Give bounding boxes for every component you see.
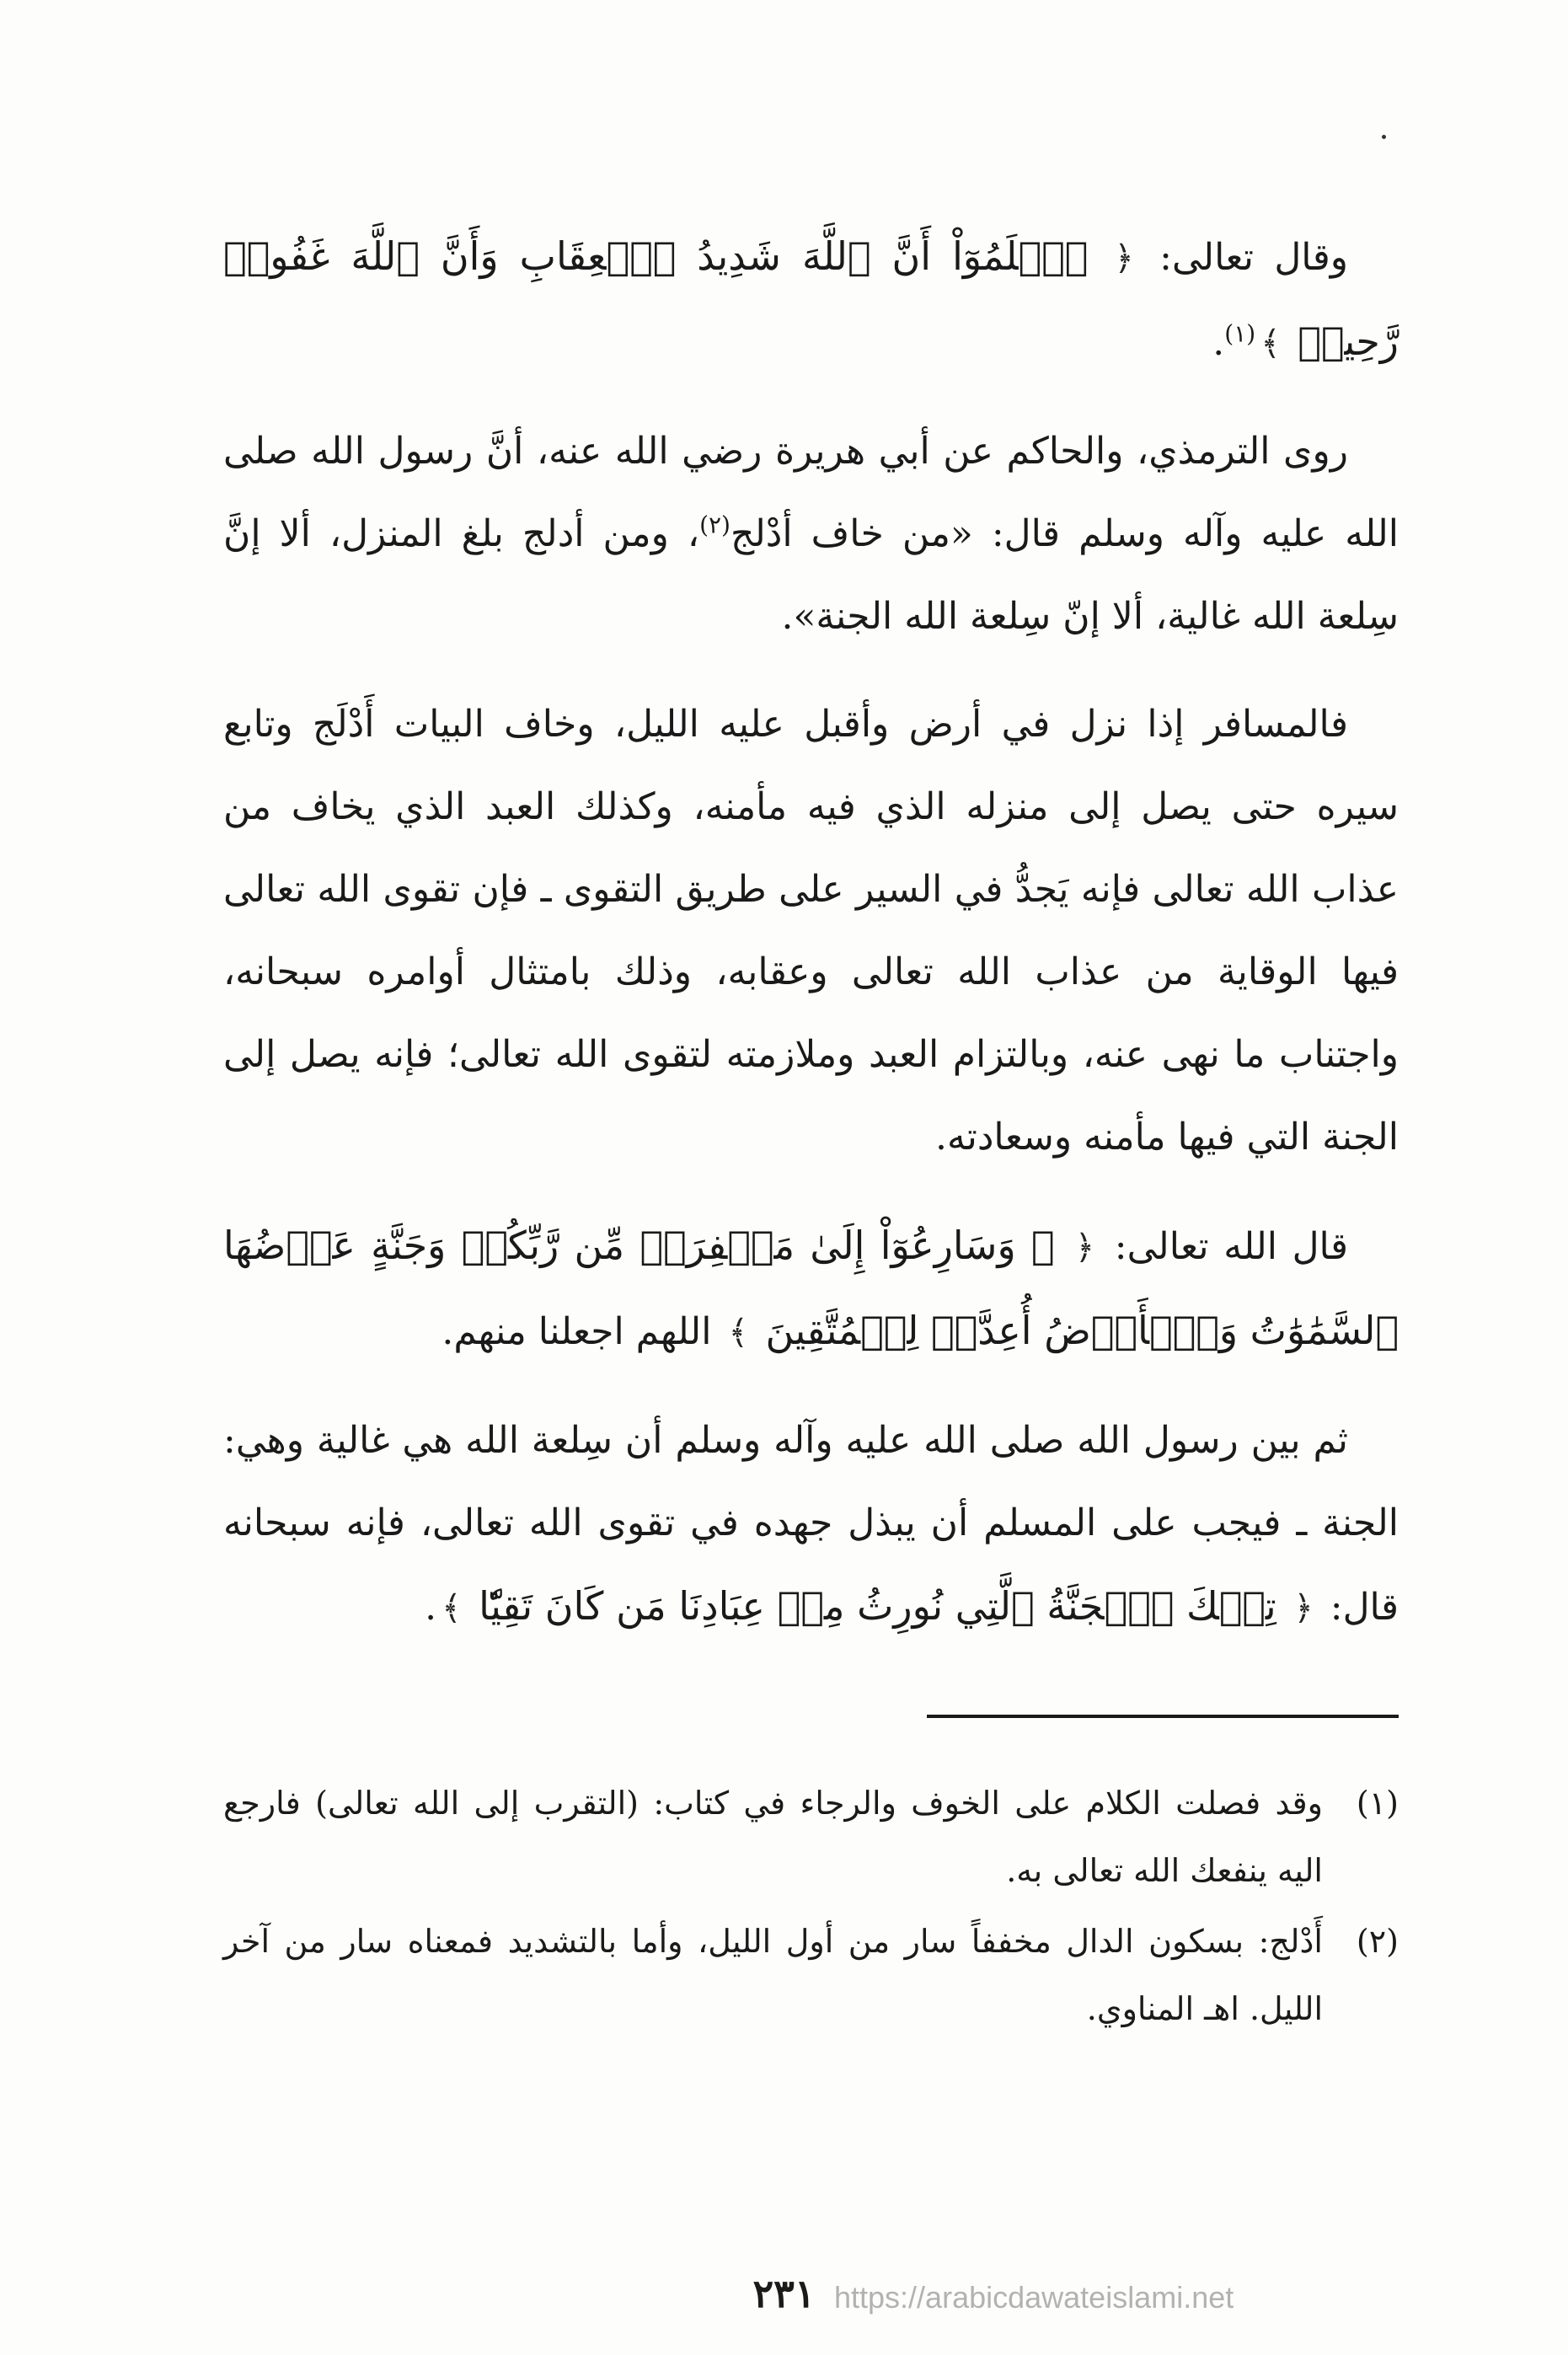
ornate-bracket: ﴿ [1114, 239, 1134, 278]
footnote-text: أَدْلج: بسكون الدال مخففاً سار من أول الليل، وأما بالتشديد فمعناه سار من آخر الليل. اهـ المناوي. [223, 1923, 1323, 2027]
footnote-number: (١) [1356, 1785, 1399, 1822]
main-text [223, 215, 1399, 1675]
page-number: ٢٣١ [752, 2271, 816, 2316]
ornate-bracket: ﴾ [442, 1589, 462, 1628]
footnote [223, 1908, 1399, 2042]
footnote-separator [927, 1715, 1399, 1718]
paragraph-text: وقال تعالى: [1138, 236, 1348, 279]
footnotes [223, 1769, 1399, 2046]
paragraph-text: روى الترمذي، والحاكم عن أبي هريرة رضي الله عنه، أنَّ رسول الله صلى الله عليه وآله وسلم قال: «من خاف أدْلج [223, 430, 1399, 555]
paragraph-text: اللهم اجعلنا منهم. [442, 1310, 724, 1353]
quran-verse: ٱعۡلَمُوٓاْ أَنَّ ٱللَّهَ شَدِيدُ ٱلۡعِقَابِ وَأَنَّ ٱللَّهَ غَفُورٞ رَّحِيمٞ [223, 233, 1399, 364]
paragraph [223, 1400, 1399, 1650]
quran-verse: ۞ وَسَارِعُوٓاْ إِلَىٰ مَغۡفِرَةٖ مِّن رَّبِّكُمۡ وَجَنَّةٍ عَرۡضُهَا ٱلسَّمَٰوَٰتُ وَٱلۡأَرۡضُ أُعِدَّتۡ لِلۡمُتَّقِينَ [223, 1223, 1399, 1353]
ornate-bracket: ﴾ [1260, 324, 1281, 363]
paragraph-text: . [1212, 321, 1225, 364]
paragraph [223, 410, 1399, 658]
ornate-bracket: ﴾ [728, 1314, 748, 1352]
footnote-text: وقد فصلت الكلام على الخوف والرجاء في كتاب: (التقرب إلى الله تعالى) فارجع اليه ينفعك الله تعالى به. [223, 1785, 1323, 1889]
paragraph-text: فالمسافر إذا نزل في أرض وأقبل عليه الليل، وخاف البيات أَدْلَج وتابع سيره حتى يصل إلى منزله الذي فيه مأمنه، وكذلك العبد الذي يخاف من عذاب الله تعالى فإنه يَجدُّ في السير على طريق التقوى ـ فإن تقوى الله تعالى فيها الوقاية من عذاب الله تعالى وعقابه، وذلك بامتثال أوامره سبحانه، واجتناب ما نهى عنه، وبالتزام العبد وملازمته لتقوى الله تعالى؛ فإنه يصل إلى الجنة التي فيها مأمنه وسعادته. [223, 703, 1399, 1159]
paragraph [223, 215, 1399, 385]
paragraph [223, 683, 1399, 1179]
scan-speck [1382, 135, 1386, 139]
quran-verse: تِلۡكَ ٱلۡجَنَّةُ ٱلَّتِي نُورِثُ مِنۡ عِبَادِنَا مَن كَانَ تَقِيّٗا [466, 1583, 1289, 1629]
footnote-ref: (٢) [699, 511, 730, 539]
ornate-bracket: ﴿ [1293, 1589, 1314, 1628]
paragraph-text: . [425, 1586, 437, 1629]
paragraph-text: قال الله تعالى: [1100, 1225, 1348, 1268]
watermark-url: https://arabicdawateislami.net [834, 2280, 1234, 2315]
footnote-ref: (١) [1224, 319, 1256, 348]
footnote [223, 1769, 1399, 1904]
paragraph-text: ثم بين رسول الله صلى الله عليه وآله وسلم أن سِلعة الله هي غالية وهي: الجنة ـ فيجب على المسلم أن يبذل جهده في تقوى الله تعالى، فإنه سبحانه قال: [223, 1419, 1399, 1629]
paragraph-text: ، ومن أدلج بلغ المنزل، ألا إنَّ سِلعة الله غالية، ألا إنّ سِلعة الله الجنة». [223, 512, 1399, 638]
ornate-bracket: ﴿ [1074, 1228, 1095, 1267]
paragraph [223, 1204, 1399, 1374]
footnote-number: (٢) [1356, 1923, 1399, 1960]
